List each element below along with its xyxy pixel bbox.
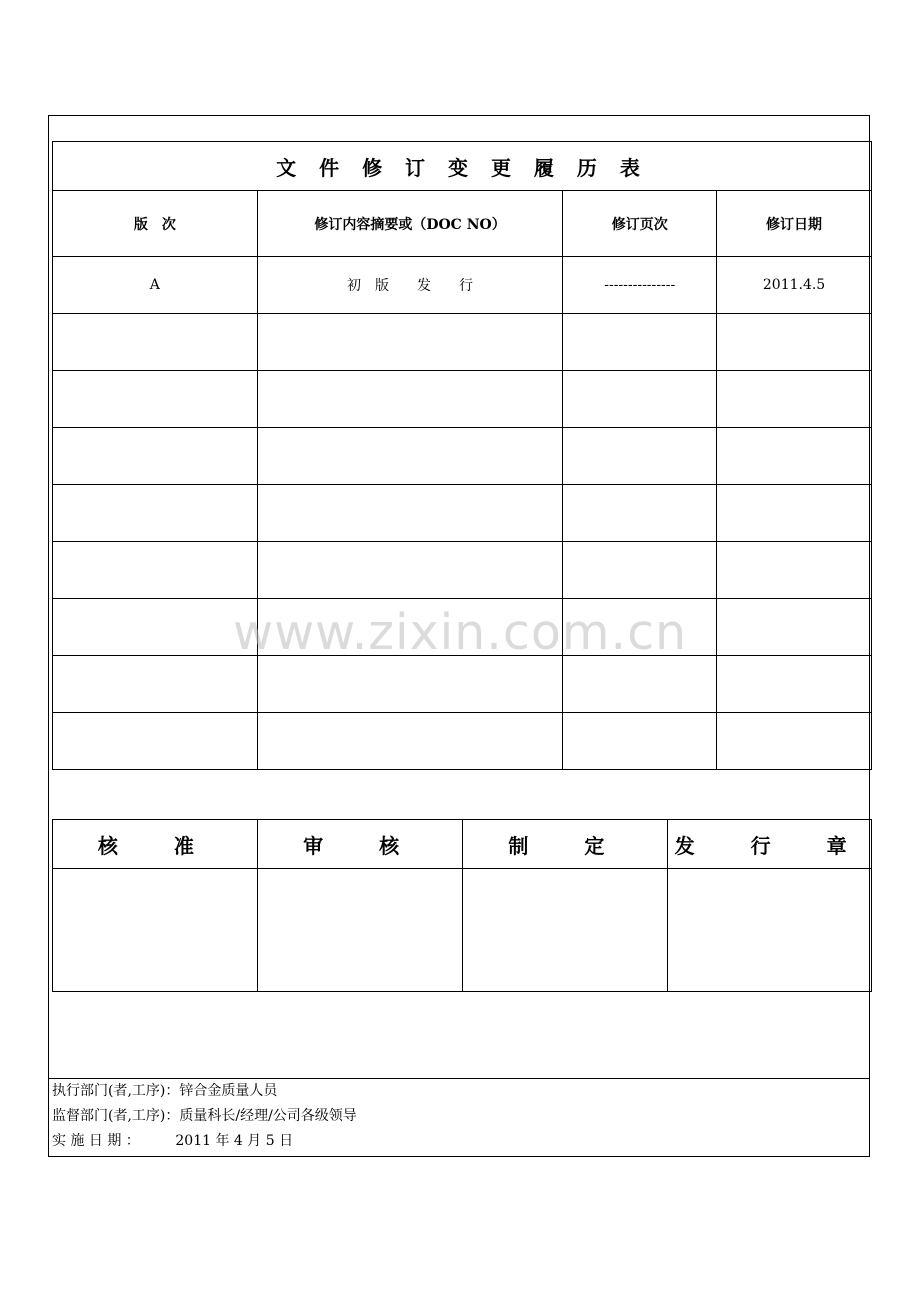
header-version: 版 次	[53, 191, 258, 257]
revision-history-table	[52, 141, 872, 770]
effective-date: 实 施 日 期 ： 2011 年 4 月 5 日	[52, 1133, 294, 1149]
header-date: 修订日期	[717, 191, 872, 257]
table-row	[53, 257, 872, 314]
prepare-signature-box	[463, 869, 668, 992]
table-row	[53, 656, 872, 713]
cell-summary	[257, 542, 563, 599]
cell-date	[717, 371, 872, 428]
footer-info	[49, 1078, 869, 1154]
signature-header-row	[53, 820, 872, 869]
review-signature-box	[257, 869, 463, 992]
cell-date	[717, 599, 872, 656]
cell-summary: 初 版 发 行	[257, 257, 563, 314]
executing-department: 执行部门(者,工序)：锌合金质量人员	[52, 1083, 278, 1099]
cell-pages	[563, 428, 717, 485]
cell-date	[717, 428, 872, 485]
table-title: 文 件 修 订 变 更 履 历 表	[53, 142, 872, 191]
cell-version	[53, 599, 258, 656]
table-row	[53, 428, 872, 485]
cell-pages	[563, 656, 717, 713]
supervising-department: 监督部门(者,工序)：质量科长/经理/公司各级领导	[52, 1108, 357, 1124]
cell-version	[53, 314, 258, 371]
cell-version	[53, 713, 258, 770]
cell-date	[717, 656, 872, 713]
table-row	[53, 542, 872, 599]
cell-version	[53, 542, 258, 599]
review-label: 审 核	[257, 820, 463, 869]
approve-signature-box	[53, 869, 258, 992]
cell-version	[53, 428, 258, 485]
cell-summary	[257, 656, 563, 713]
cell-date	[717, 485, 872, 542]
table-row	[53, 713, 872, 770]
issue-seal-label: 发 行 章	[668, 820, 872, 869]
table-row	[53, 371, 872, 428]
header-row	[53, 191, 872, 257]
cell-pages	[563, 485, 717, 542]
cell-summary	[257, 314, 563, 371]
cell-pages	[563, 371, 717, 428]
cell-version: A	[53, 257, 258, 314]
cell-pages	[563, 713, 717, 770]
cell-summary	[257, 428, 563, 485]
cell-summary	[257, 371, 563, 428]
cell-version	[53, 656, 258, 713]
table-row	[53, 314, 872, 371]
cell-date	[717, 314, 872, 371]
issue-seal-box	[668, 869, 872, 992]
approve-label: 核 准	[53, 820, 258, 869]
watermark: www.zixin.com.cn	[233, 604, 688, 661]
cell-pages: ---------------	[563, 257, 717, 314]
header-pages: 修订页次	[563, 191, 717, 257]
signature-body-row	[53, 869, 872, 992]
cell-date	[717, 542, 872, 599]
cell-summary	[257, 485, 563, 542]
cell-date	[717, 713, 872, 770]
signature-table	[52, 819, 872, 992]
cell-date: 2011.4.5	[717, 257, 872, 314]
table-row	[53, 485, 872, 542]
cell-version	[53, 485, 258, 542]
prepare-label: 制 定	[463, 820, 668, 869]
cell-summary	[257, 713, 563, 770]
header-summary: 修订内容摘要或（DOC NO）	[257, 191, 563, 257]
cell-pages	[563, 314, 717, 371]
cell-pages	[563, 542, 717, 599]
cell-version	[53, 371, 258, 428]
